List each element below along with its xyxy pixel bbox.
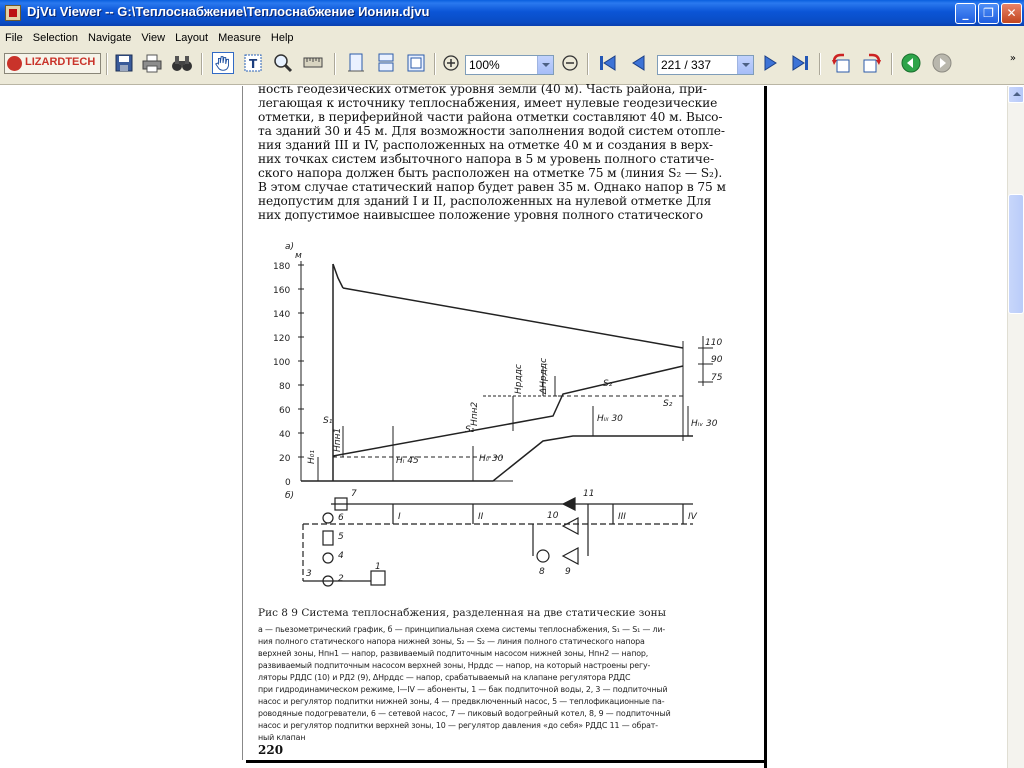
return-line [333, 366, 683, 456]
toolbar-separator [334, 53, 336, 75]
toolbar-separator [201, 53, 203, 75]
label-b: б) [285, 491, 295, 501]
last-page-icon[interactable] [789, 52, 811, 74]
body-text-line: них точках систем избыточного напора в 5 м уровень полного статиче- [258, 152, 715, 166]
continuous-page-icon[interactable] [375, 52, 397, 74]
mark-75-label: 75 [711, 373, 723, 383]
caption-note-line: верхней зоны, Hпн1 — напор, развиваемый подпиточным насосом нижней зоны, Hпн2 — напор, [258, 649, 649, 658]
consumer-ii: II [478, 512, 484, 522]
y-tick-80: 80 [279, 382, 291, 392]
y-tick-140: 140 [273, 310, 291, 320]
menu-view[interactable]: View [141, 32, 166, 44]
hand-icon[interactable] [212, 52, 234, 74]
rotate-right-icon[interactable] [861, 52, 883, 74]
zoom-out-icon[interactable] [559, 52, 581, 74]
figure-graph [243, 236, 764, 606]
regulator-9 [563, 548, 578, 564]
menu-help[interactable]: Help [270, 32, 294, 44]
dhrdds-label: ΔHрддс [539, 357, 549, 394]
y-tick-0: 0 [285, 478, 291, 488]
svg-text:T: T [249, 57, 258, 71]
vertical-scrollbar[interactable] [1007, 86, 1024, 768]
page-combo[interactable] [657, 55, 754, 75]
s1b-label: S₁ [465, 425, 475, 435]
body-text-line: них допустимое наивысшее положение уровня полного статического [258, 208, 703, 222]
regulator-10 [563, 518, 578, 534]
next-page-icon[interactable] [760, 52, 782, 74]
body-text-line: ского напора должен быть расположен на отметке 75 м (линия S₂ — S₂). [258, 166, 723, 180]
y-tick-60: 60 [279, 406, 291, 416]
single-page-icon[interactable] [345, 52, 367, 74]
hiv-label: Hᵢᵥ 30 [691, 419, 718, 429]
forward-icon[interactable] [931, 52, 953, 74]
restore-button[interactable]: ❐ [978, 3, 999, 24]
hpn1-label: Hпн1 [333, 427, 343, 452]
hi-label: Hᵢ 45 [396, 456, 419, 466]
close-button[interactable]: ✕ [1001, 3, 1022, 24]
scheme-num-5: 5 [338, 532, 344, 542]
body-text-line: легающая к источнику теплоснабжения, имеет нулевые геодезические [258, 96, 718, 110]
body-text-line: В этом случае статический напор будет равен 35 м. Однако напор в 75 м [258, 180, 726, 194]
caption-note-line: ния полного статического напора нижней зоны, S₂ — S₂ — линия полного статического напора [258, 637, 645, 646]
hiii-label: Hᵢᵢᵢ 30 [597, 414, 623, 424]
menu-navigate[interactable]: Navigate [88, 32, 132, 44]
head-peak [333, 264, 343, 288]
scheme-num-4: 4 [338, 551, 344, 561]
body-text-line: ния зданий III и IV, расположенных на отметке 40 м и создания в верх- [258, 138, 713, 152]
mark-90-label: 90 [711, 355, 723, 365]
caption-note-line: насос и регулятор подпитки нижней зоны, 4 — предвключенный насос, 5 — теплофикационные па- [258, 697, 665, 706]
rotate-left-icon[interactable] [830, 52, 852, 74]
pump-4 [323, 553, 333, 563]
menu-bar [0, 26, 1024, 45]
heater-5 [323, 531, 333, 545]
zoom-rect-icon[interactable] [272, 52, 294, 74]
label-a: а) [285, 242, 295, 252]
chevron-down-icon[interactable] [737, 56, 753, 74]
zoom-in-icon[interactable] [440, 52, 462, 74]
lizardtech-logo[interactable] [4, 53, 101, 74]
hpn2-label: Hпн2 [470, 401, 480, 426]
toolbar-separator [587, 53, 589, 75]
app-icon[interactable] [5, 5, 21, 21]
scheme-num-6: 6 [338, 513, 344, 523]
body-text-line: отметки, в периферийной части района отметки составляют 40 м. Высо- [258, 110, 723, 124]
body-text-line: та зданий 30 и 45 м. Для возможности заполнения водой систем отопле- [258, 124, 725, 138]
h01-label: H₀₁ [307, 450, 317, 464]
menu-layout[interactable]: Layout [175, 32, 209, 44]
chevron-down-icon[interactable] [537, 56, 553, 74]
toolbar-separator [434, 53, 436, 75]
scroll-thumb[interactable] [1008, 194, 1024, 314]
y-tick-20: 20 [279, 454, 291, 464]
page-value: 221 / 337 [661, 58, 712, 72]
scheme-num-9: 9 [565, 567, 571, 577]
figure-caption: Рис 8 9 Система теплоснабжения, разделенная на две статические зоны [258, 607, 666, 619]
caption-note-line: при гидродинамическом режиме, I—IV — абоненты, 1 — бак подпиточной воды, 2, 3 — подпиточный [258, 685, 668, 694]
menu-file[interactable]: File [5, 32, 23, 44]
consumer-iv: IV [688, 512, 697, 522]
y-tick-180: 180 [273, 262, 291, 272]
scheme-num-1: 1 [375, 562, 381, 572]
body-text-line: ность геодезических отметок уровня земли (40 м). Часть района, при- [258, 82, 707, 96]
lizard-logo-icon [7, 56, 22, 71]
scheme-num-8: 8 [539, 567, 545, 577]
toolbar-separator [891, 53, 893, 75]
prev-page-icon[interactable] [627, 52, 649, 74]
scroll-up-button[interactable] [1008, 86, 1024, 103]
s1-label: S₁ [323, 416, 333, 426]
toolbar-separator [106, 53, 108, 75]
caption-note-line: а — пьезометрический график, б — принципиальная схема системы теплоснабжения, S₁ — S₁ — ли- [258, 625, 666, 634]
unit-label: м [295, 251, 302, 261]
scheme-num-3: 3 [306, 569, 312, 579]
first-page-icon[interactable] [597, 52, 619, 74]
minimize-button[interactable]: _ [955, 3, 976, 24]
logo-text: LIZARDTECH [25, 56, 96, 68]
save-icon[interactable] [113, 52, 135, 74]
s2-label: S₂ [603, 379, 613, 389]
body-text-line: недопустим для зданий I и II, расположенных на нулевой отметке Для [258, 194, 712, 208]
y-tick-100: 100 [273, 358, 291, 368]
consumer-iii: III [618, 512, 626, 522]
pump-6 [323, 513, 333, 523]
hrdds-label: Hрддс [514, 364, 524, 394]
scheme-num-2: 2 [338, 574, 344, 584]
document-viewport[interactable] [0, 82, 1007, 768]
page-number: 220 [258, 743, 284, 757]
window-title: DjVu Viewer -- G:\Теплоснабжение\Теплоснабжение Ионин.djvu [27, 4, 430, 19]
toolbar-separator [819, 53, 821, 75]
ruler-icon[interactable] [302, 52, 324, 74]
toolbar [0, 45, 1024, 85]
print-icon[interactable] [141, 52, 163, 74]
caption-note-line: развиваемый подпиточным насосом верхней зоны, Hрддс — напор, на который настроены регу- [258, 661, 651, 670]
scheme-num-7: 7 [351, 489, 357, 499]
menu-measure[interactable]: Measure [218, 32, 261, 44]
supply-line [343, 288, 683, 348]
title-bar[interactable] [0, 0, 1024, 26]
scheme-b [303, 498, 693, 586]
pump-8 [537, 550, 549, 562]
text-select-icon[interactable] [242, 52, 264, 74]
scheme-num-11: 11 [583, 489, 595, 499]
consumer-i: I [398, 512, 401, 522]
binoculars-icon[interactable] [171, 52, 193, 74]
menu-selection[interactable]: Selection [32, 32, 78, 44]
toolbar-more-button[interactable]: » [1009, 53, 1016, 64]
zoom-value: 100% [469, 58, 500, 72]
check-valve-11 [563, 498, 575, 510]
s2b-label: S₂ [663, 399, 673, 409]
y-tick-120: 120 [273, 334, 291, 344]
zoom-combo[interactable] [465, 55, 554, 75]
mark-110-label: 110 [705, 338, 723, 348]
back-icon[interactable] [900, 52, 922, 74]
caption-note-line: насос и регулятор подпитки верхней зоны, 10 — регулятор давления «до себя» РДДС 11 — обрат- [258, 721, 658, 730]
caption-note-line: роводяные подогреватели, 6 — сетевой насос, 7 — пиковый водогрейный котел, 8, 9 — подпиточный [258, 709, 671, 718]
document-page [243, 82, 764, 760]
caption-note-line: ный клапан [258, 733, 306, 742]
y-tick-40: 40 [279, 430, 291, 440]
facing-page-icon[interactable] [405, 52, 427, 74]
scheme-num-10: 10 [547, 511, 559, 521]
tank-1 [371, 571, 385, 585]
page-shadow-bottom [246, 760, 767, 763]
y-tick-160: 160 [273, 286, 291, 296]
page-shadow-right [764, 86, 767, 768]
caption-note-line: ляторы РДДС (10) и РД2 (9), ΔHрддс — напор, срабатываемый на клапане регулятора РДДС [258, 673, 631, 682]
hii-label: Hᵢᵢ 30 [479, 454, 504, 464]
